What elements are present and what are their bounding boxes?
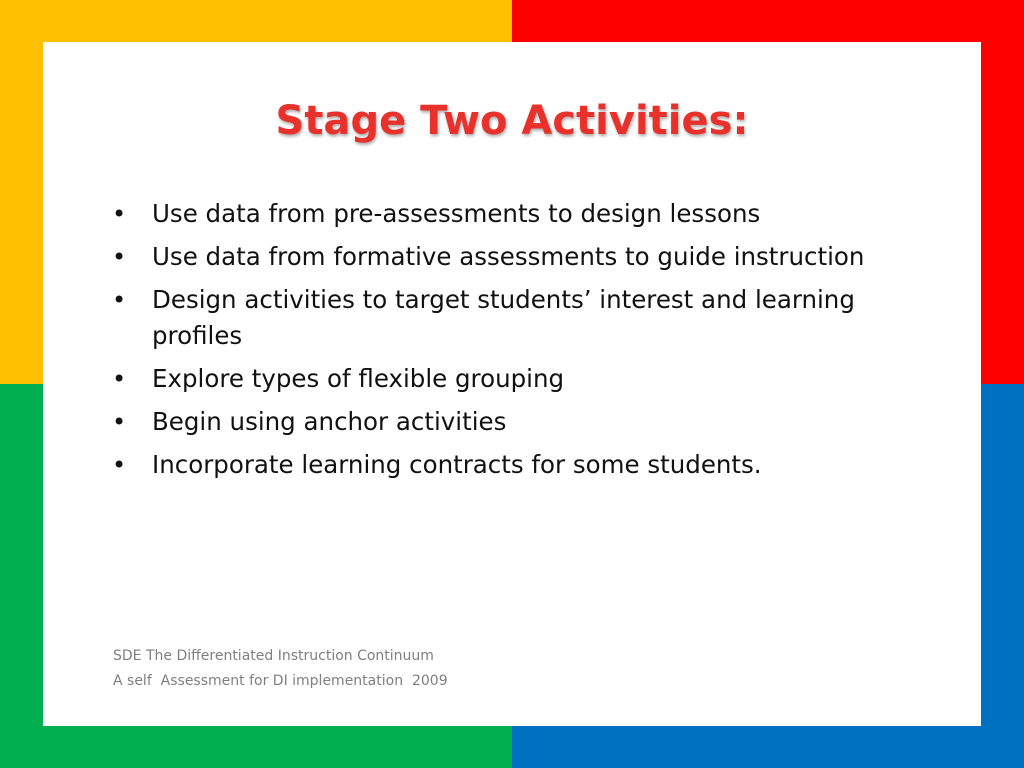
source-citation xyxy=(113,644,448,694)
bullet-dot-icon: • xyxy=(112,451,127,479)
bullet-dot-icon: • xyxy=(112,200,127,228)
bullet-text: Design activities to target students’ interest and learning profiles xyxy=(152,285,855,350)
bullet-item xyxy=(108,239,898,275)
bullet-dot-icon: • xyxy=(112,286,127,314)
bullet-dot-icon: • xyxy=(112,408,127,436)
bullet-list xyxy=(108,196,898,490)
bullet-text: Incorporate learning contracts for some students. xyxy=(152,450,762,479)
bullet-text: Use data from pre-assessments to design lessons xyxy=(152,199,761,228)
bullet-dot-icon: • xyxy=(112,243,127,271)
source-line-2: A self Assessment for DI implementation 2009 xyxy=(113,673,448,689)
bullet-item xyxy=(108,282,898,354)
bullet-text: Use data from formative assessments to guide instruction xyxy=(152,242,865,271)
bullet-item xyxy=(108,196,898,232)
bullet-item xyxy=(108,447,898,483)
bullet-item xyxy=(108,361,898,397)
slide-title: Stage Two Activities: xyxy=(275,98,749,144)
bullet-text: Explore types of flexible grouping xyxy=(152,364,565,393)
bullet-text: Begin using anchor activities xyxy=(152,407,507,436)
bullet-item xyxy=(108,404,898,440)
source-line-1: SDE The Differentiated Instruction Continuum xyxy=(113,648,434,664)
bullet-dot-icon: • xyxy=(112,365,127,393)
